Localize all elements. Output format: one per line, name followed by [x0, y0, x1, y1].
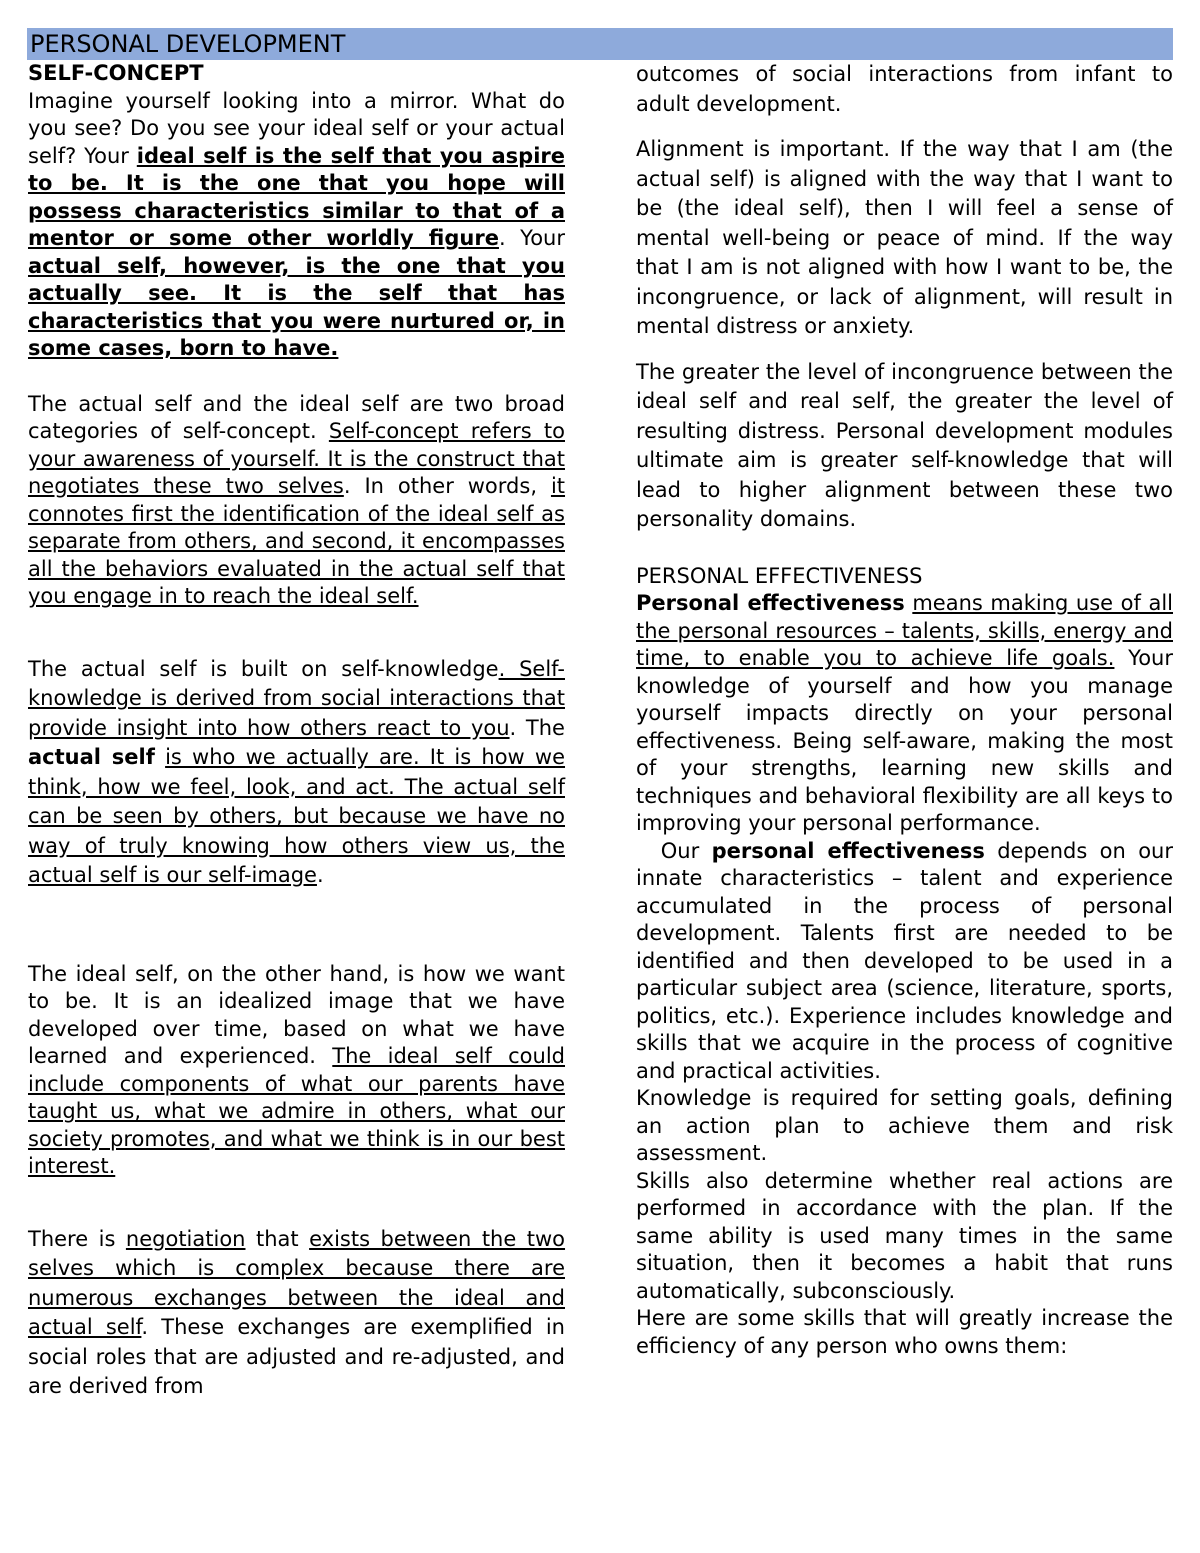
section-heading-self-concept: SELF-CONCEPT — [28, 61, 204, 85]
paragraph-ideal-self: The ideal self, on the other hand, is how we want to be. It is an idealized image that we have developed over time, based on what we have learned and experienced. The ideal self could include components of what our parents have taught us, what we admire in others, what our society promotes, and what we think is in our best interest. — [28, 961, 565, 1178]
paragraph-personal-effectiveness-definition: Personal effectiveness means making use of all the personal resources – talents, skills, energy and time, to enable you to achieve life goals. Your knowledge of yourself and how you manage yourself impacts directly on your personal effectiveness. Being self-aware, making the most of your strengths, learning new skills and techniques and behavioral flexibility are all keys to improving your personal performance. — [636, 591, 1173, 835]
section-heading-personal-effectiveness: PERSONAL EFFECTIVENESS — [636, 563, 923, 588]
paragraph-skills-intro: Here are some skills that will greatly increase the efficiency of any person who owns them: — [636, 1306, 1173, 1358]
paragraph-negotiation: There is negotiation that exists between the two selves which is complex because there are numerous exchanges between the ideal and actual self. These exchanges are exemplified in social roles that are adjusted and re-adjusted, and are derived from — [28, 1226, 566, 1398]
paragraph-alignment: Alignment is important. If the way that I am (the actual self) is aligned with the way that I want to be (the ideal self), then I will feel a sense of mental well-being or peace of mind. If the way that I am is not aligned with how I want to be, the incongruence, or lack of alignment, will result in mental distress or anxiety. — [636, 137, 1173, 338]
left-column — [28, 60, 565, 1402]
paragraph-incongruence: The greater the level of incongruence between the ideal self and real self, the greater the level of resulting distress. Personal development modules ultimate aim is greater self-knowledge that will lead to higher alignment between these two personality domains. — [636, 359, 1173, 531]
paragraph-talent-experience: Our personal effectiveness depends on our innate characteristics – talent and experience accumulated in the process of personal development. Talents first are needed to be identified and then developed to be used in a particular subject area (science, literature, sports, politics, etc.). Experience includes knowledge and skills that we acquire in the process of cognitive and practical activities. — [636, 838, 1173, 1083]
right-column — [636, 60, 1173, 1360]
page-title: PERSONAL DEVELOPMENT — [27, 28, 1173, 60]
paragraph-actual-self: The actual self is built on self-knowledge. Self-knowledge is derived from social interactions that provide insight into how others react to you. The actual self is who we actually are. It is how we think, how we feel, look, and act. The actual self can be seen by others, but because we have no way of truly knowing how others view us, the actual self is our self-image. — [28, 656, 566, 887]
paragraph-skills: Skills also determine whether real actions are performed in accordance with the plan. If the same ability is used many times in the same situation, then it becomes a habit that runs automatically, subconsciously. — [636, 1168, 1173, 1303]
paragraph-continued: outcomes of social interactions from infant to adult development. — [636, 62, 1173, 116]
paragraph-knowledge: Knowledge is required for setting goals, defining an action plan to achieve them and risk assessment. — [636, 1086, 1173, 1165]
paragraph-ideal-vs-actual: Imagine yourself looking into a mirror. What do you see? Do you see your ideal self or your actual self? Your ideal self is the self that you aspire to be. It is the one that you hope will possess characteristics similar to that of a mentor or some other worldly figure. Your actual self, however, is the one that you actually see. It is the self that has characteristics that you were nurtured or, in some cases, born to have. — [28, 88, 565, 360]
paragraph-self-concept-definition: The actual self and the ideal self are two broad categories of self-concept. Self-concept refers to your awareness of yourself. It is the construct that negotiates these two selves. In other words, it connotes first the identification of the ideal self as separate from others, and second, it encompasses all the behaviors evaluated in the actual self that you engage in to reach the ideal self. — [28, 391, 566, 608]
